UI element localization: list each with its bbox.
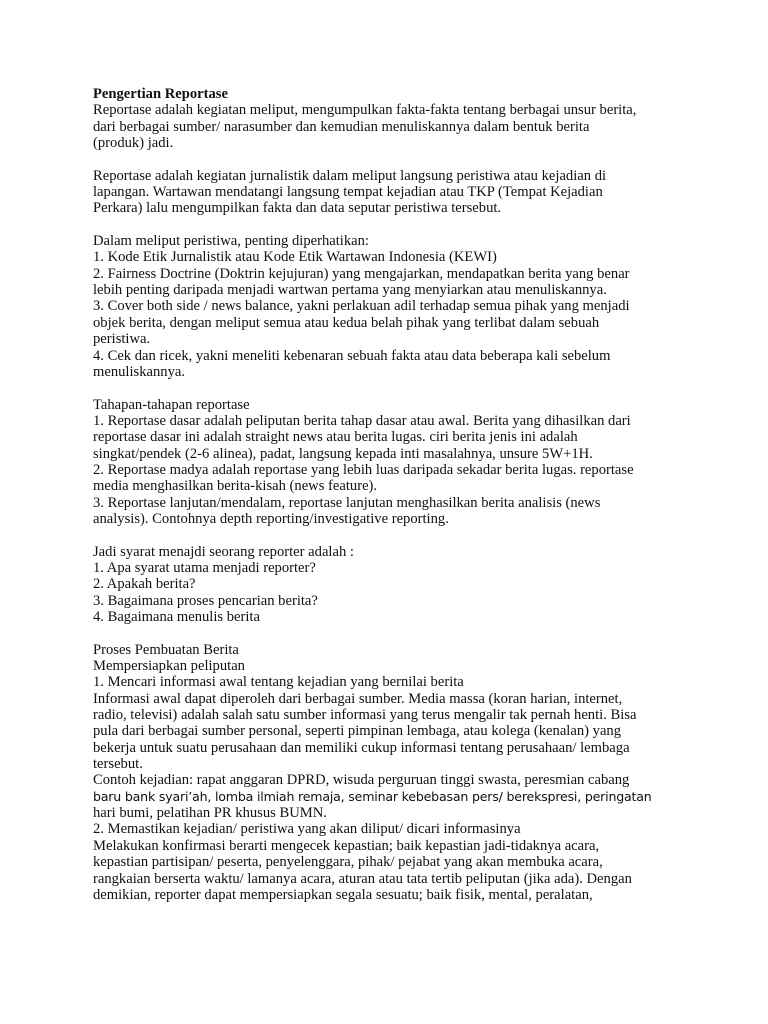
- text-line: lapangan. Wartawan mendatangi langsung tempat kejadian atau TKP (Tempat Kejadian: [93, 184, 603, 201]
- text-line: Reportase adalah kegiatan meliput, mengumpulkan fakta-fakta tentang berbagai unsur berita,: [93, 102, 637, 119]
- text-line: tersebut.: [93, 756, 143, 773]
- text-line: (produk) jadi.: [93, 135, 174, 152]
- text-line: 2. Fairness Doctrine (Doktrin kejujuran) yang mengajarkan, mendapatkan berita yang benar: [93, 265, 630, 282]
- text-line: Dalam meliput peristiwa, penting diperhatikan:: [93, 233, 369, 250]
- text-line: 3. Bagaimana proses pencarian berita?: [93, 592, 318, 609]
- paragraph-requirements: [93, 544, 683, 626]
- text-line: Perkara) lalu mengumpilkan fakta dan data seputar peristiwa tersebut.: [93, 200, 502, 217]
- paragraph-gap: [93, 217, 683, 233]
- text-line: rangkaian berserta waktu/ lamanya acara, aturan atau tata tertib peliputan (jika ada). Dengan: [93, 870, 632, 887]
- text-line: Tahapan-tahapan reportase: [93, 396, 250, 413]
- text-line: 3. Cover both side / news balance, yakni perlakuan adil terhadap semua pihak yang menjadi: [93, 298, 630, 315]
- text-line: lebih penting daripada menjadi wartwan pertama yang menyiarkan atau menuliskannya.: [93, 282, 607, 299]
- text-line: menuliskannya.: [93, 363, 186, 380]
- text-line: reportase dasar ini adalah straight news atau berita lugas. ciri berita jenis ini adalah: [93, 429, 578, 446]
- paragraph-news-process: [93, 642, 683, 904]
- text-line: singkat/pendek (2-6 alinea), padat, langsung kepada inti masalahnya, unsure 5W+1H.: [93, 445, 593, 462]
- text-line: 4. Cek dan ricek, yakni meneliti kebenaran sebuah fakta atau data beberapa kali sebelum: [93, 347, 611, 364]
- text-line: 1. Mencari informasi awal tentang kejadian yang bernilai berita: [93, 674, 464, 691]
- text-line: 2. Memastikan kejadian/ peristiwa yang akan diliput/ dicari informasinya: [93, 821, 521, 838]
- document-title: Pengertian Reportase: [93, 86, 228, 102]
- text-line: media menghasilkan berita-kisah (news feature).: [93, 478, 378, 495]
- text-line: Proses Pembuatan Berita: [93, 641, 239, 658]
- text-line: 2. Reportase madya adalah reportase yang lebih luas daripada sekadar berita lugas. reportase: [93, 461, 634, 478]
- text-line: 1. Kode Etik Jurnalistik atau Kode Etik Wartawan Indonesia (KEWI): [93, 249, 497, 266]
- text-line: pula dari berbagai sumber personal, seperti pimpinan lembaga, atau kolega (kenalan) yang: [93, 723, 622, 740]
- text-line: Mempersiapkan peliputan: [93, 658, 245, 675]
- text-line: bekerja untuk suatu perusahaan dan memiliki cukup informasi tentang perusahaan/ lembaga: [93, 739, 630, 756]
- paragraph-definition-1: [93, 102, 683, 151]
- text-line: Contoh kejadian: rapat anggaran DPRD, wisuda perguruan tinggi swasta, peresmian cabang: [93, 772, 630, 789]
- text-line: demikian, reporter dapat mempersiapkan segala sesuatu; baik fisik, mental, peralatan,: [93, 886, 593, 903]
- text-line: Informasi awal dapat diperoleh dari berbagai sumber. Media massa (koran harian, internet,: [93, 690, 623, 707]
- paragraph-gap: [93, 380, 683, 396]
- paragraph-gap: [93, 625, 683, 641]
- text-line: objek berita, dengan meliput semua atau kedua belah pihak yang terlibat dalam sebuah: [93, 314, 600, 331]
- text-line: kepastian partisipan/ peserta, penyelenggara, pihak/ pejabat yang akan membuka acara,: [93, 854, 603, 871]
- text-line: baru bank syari’ah, lomba ilmiah remaja, seminar kebebasan pers/ berekspresi, peringatan: [93, 788, 652, 804]
- text-line: 1. Apa syarat utama menjadi reporter?: [93, 559, 316, 576]
- paragraph-gap: [93, 527, 683, 543]
- text-line: Jadi syarat menajdi seorang reporter adalah :: [93, 543, 354, 560]
- text-line: 1. Reportase dasar adalah peliputan berita tahap dasar atau awal. Berita yang dihasilkan dari: [93, 412, 631, 429]
- text-line: Reportase adalah kegiatan jurnalistik dalam meliput langsung peristiwa atau kejadian di: [93, 167, 607, 184]
- text-line: 3. Reportase lanjutan/mendalam, reportase lanjutan menghasilkan berita analisis (news: [93, 494, 601, 511]
- text-line: 4. Bagaimana menulis berita: [93, 609, 260, 625]
- text-line: Melakukan konfirmasi berarti mengecek kepastian; baik kepastian jadi-tidaknya acara,: [93, 837, 600, 854]
- paragraph-considerations: [93, 233, 683, 380]
- text-line: dari berbagai sumber/ narasumber dan kemudian menuliskannya dalam bentuk berita: [93, 118, 590, 135]
- text-line: hari bumi, pelatihan PR khusus BUMN.: [93, 805, 327, 822]
- text-line: radio, televisi) adalah salah satu sumber informasi yang terus mengalir tak pernah henti. Bisa: [93, 707, 637, 724]
- paragraph-stages: [93, 397, 683, 528]
- paragraph-gap: [93, 151, 683, 167]
- text-line: 2. Apakah berita?: [93, 576, 196, 593]
- document-body: [93, 86, 683, 903]
- text-line: peristiwa.: [93, 331, 151, 348]
- paragraph-definition-2: [93, 168, 683, 217]
- text-line: analysis). Contohnya depth reporting/investigative reporting.: [93, 510, 449, 527]
